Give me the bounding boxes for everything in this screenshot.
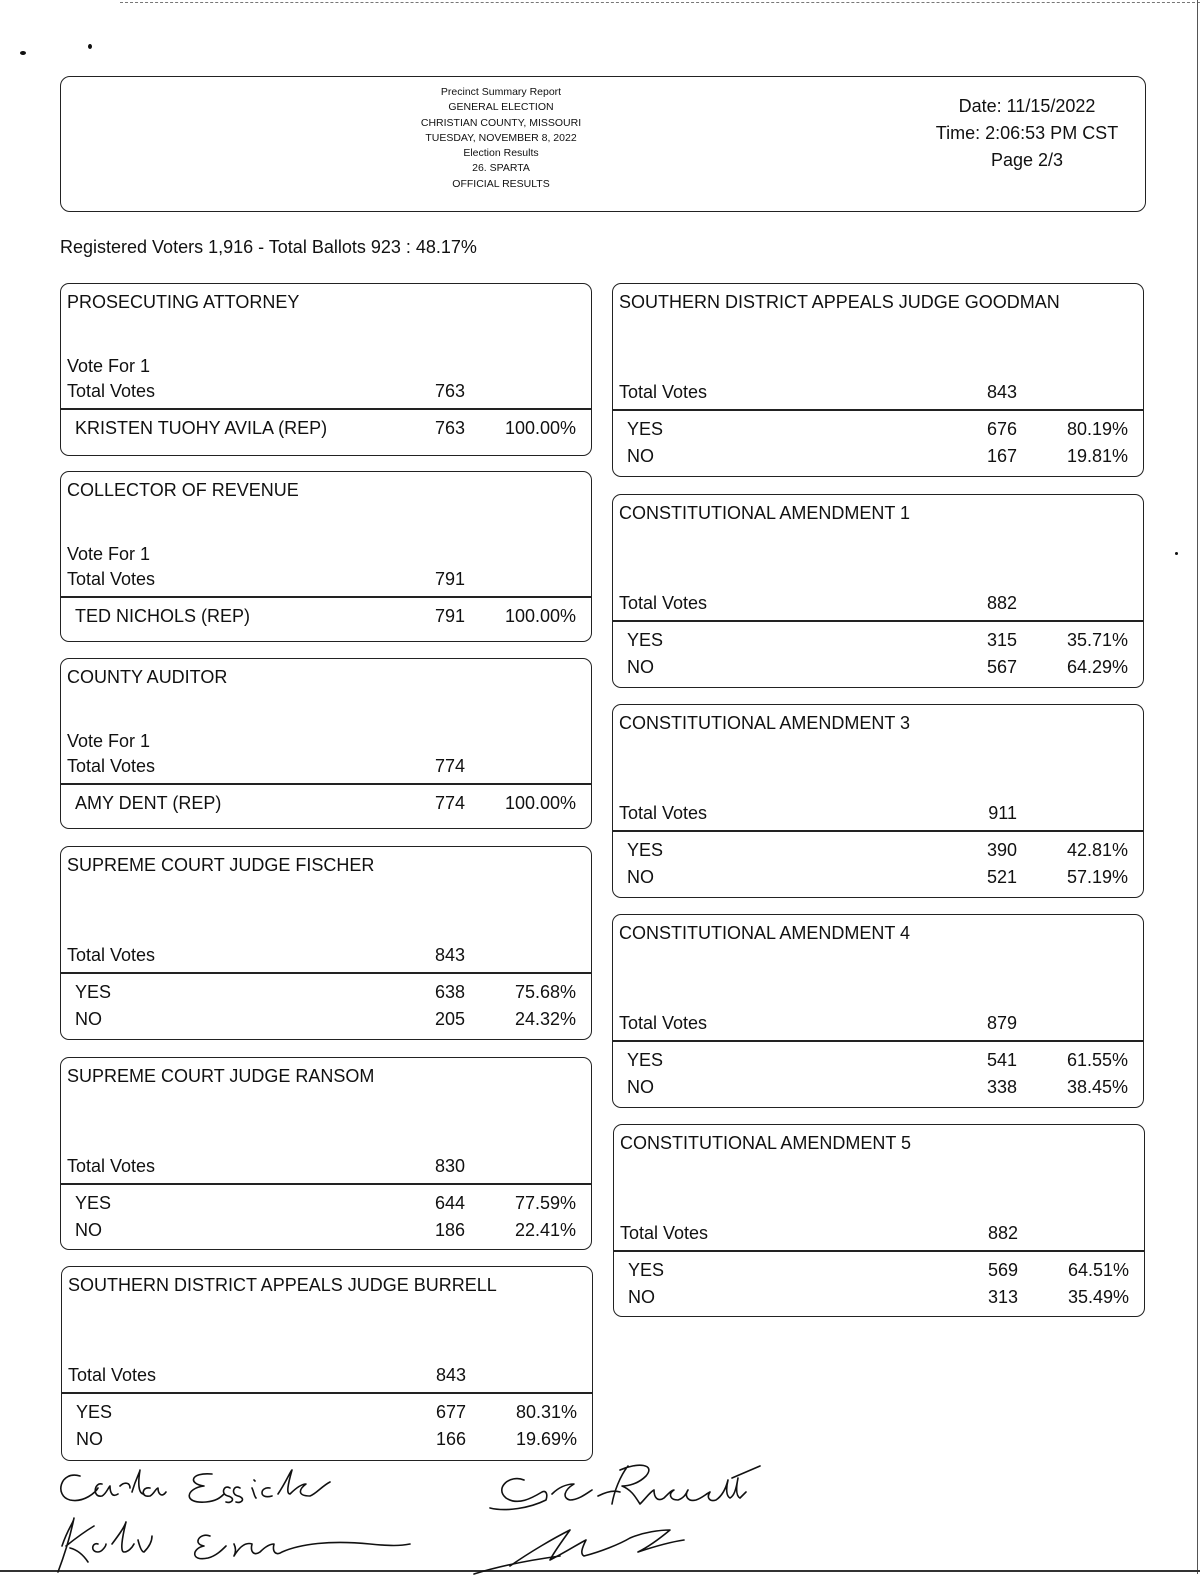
choice-percent: 100.00% [504,418,576,438]
choice-percent: 77.59% [514,1193,576,1213]
race-box [60,658,592,829]
choice-name: NO [628,1286,655,1307]
results-separator [613,620,1143,622]
report-meta [917,93,1137,174]
report-title: Precinct Summary Report [440,86,562,98]
choice-votes: 205 [434,1008,465,1029]
race-title: COLLECTOR OF REVENUE [67,480,299,500]
choice-name: NO [75,1008,102,1029]
choice-name: NO [627,656,654,677]
report-time: Time: 2:06:53 PM CST [935,123,1119,143]
choice-name: YES [627,840,664,860]
signature-liz-russell [470,1448,790,1578]
total-votes-label: Total Votes [67,1156,156,1176]
total-votes-label: Total Votes [67,381,156,401]
choice-percent: 57.19% [1066,866,1128,887]
total-votes-value: 763 [434,381,465,401]
results-separator [613,830,1143,832]
choice-votes: 677 [435,1402,466,1422]
total-votes-value: 879 [986,1013,1017,1033]
total-votes-value: 882 [987,1223,1018,1243]
choice-name: YES [627,1050,664,1070]
report-header [60,76,1146,212]
turnout-summary: Registered Voters 1,916 - Total Ballots 923 : 48.17% [60,237,477,257]
race-box [60,1057,592,1250]
choice-votes: 644 [434,1193,465,1213]
total-votes-label: Total Votes [68,1365,157,1385]
scan-speck [88,44,92,49]
choice-votes: 521 [986,866,1017,887]
results-separator [61,972,591,974]
race-box [612,914,1144,1108]
choice-name: NO [627,1076,654,1097]
choice-name: YES [627,630,664,650]
choice-percent: 61.55% [1066,1050,1128,1070]
race-title: SOUTHERN DISTRICT APPEALS JUDGE BURRELL [68,1275,497,1295]
choice-percent: 35.49% [1067,1286,1129,1307]
report-date: Date: 11/15/2022 [958,96,1096,116]
choice-name: YES [76,1402,113,1422]
election-name: GENERAL ELECTION [448,101,554,114]
choice-name: KRISTEN TUOHY AVILA (REP) [75,418,328,438]
choice-name: YES [628,1260,665,1280]
choice-votes: 390 [986,840,1017,860]
choice-name: NO [627,445,654,466]
choice-percent: 22.41% [514,1219,576,1240]
race-title: SUPREME COURT JUDGE FISCHER [67,855,375,875]
choice-name: YES [75,1193,112,1213]
results-separator [613,1040,1143,1042]
scan-speck [1175,552,1178,555]
choice-percent: 19.69% [515,1428,577,1449]
choice-name: NO [76,1428,103,1449]
total-votes-label: Total Votes [620,1223,709,1243]
choice-votes: 676 [986,419,1017,439]
vote-for-label: Vote For 1 [67,731,151,751]
choice-percent: 100.00% [504,606,576,626]
choice-percent: 64.29% [1066,656,1128,677]
total-votes-label: Total Votes [619,593,708,613]
scan-speck [20,51,26,55]
choice-votes: 166 [435,1428,466,1449]
choice-percent: 42.81% [1066,840,1128,860]
choice-votes: 567 [986,656,1017,677]
vote-for-label: Vote For 1 [67,544,151,564]
results-separator [61,596,591,598]
total-votes-value: 843 [434,945,465,965]
choice-votes: 541 [986,1050,1017,1070]
precinct-name: 26. SPARTA [472,162,530,175]
choice-votes: 774 [434,793,465,813]
race-title: PROSECUTING ATTORNEY [67,292,300,312]
results-separator [62,1392,592,1394]
choice-percent: 80.19% [1066,419,1128,439]
choice-percent: 19.81% [1066,445,1128,466]
total-votes-value: 843 [986,382,1017,402]
choice-percent: 35.71% [1066,630,1128,650]
choice-name: NO [75,1219,102,1240]
choice-name: TED NICHOLS (REP) [75,606,251,626]
results-separator [61,408,591,410]
choice-votes: 569 [987,1260,1018,1280]
choice-votes: 638 [434,982,465,1002]
total-votes-label: Total Votes [619,803,708,823]
results-separator [61,1183,591,1185]
county-name: CHRISTIAN COUNTY, MISSOURI [420,116,582,129]
results-separator [613,409,1143,411]
race-box [60,471,592,642]
choice-votes: 315 [986,630,1017,650]
total-votes-value: 774 [434,756,465,776]
total-votes-label: Total Votes [67,569,156,589]
results-separator [61,783,591,785]
choice-votes: 338 [986,1076,1017,1097]
results-label: Election Results [463,147,539,160]
choice-name: AMY DENT (REP) [75,793,222,813]
race-title: CONSTITUTIONAL AMENDMENT 3 [619,713,911,733]
race-box [612,283,1144,477]
page-edge-right [1197,0,1198,1574]
total-votes-label: Total Votes [67,945,156,965]
results-separator [614,1250,1144,1252]
report-title-block [401,85,601,192]
election-date: TUESDAY, NOVEMBER 8, 2022 [425,131,577,144]
choice-percent: 75.68% [514,982,576,1002]
page-number: Page 2/3 [990,150,1064,170]
race-title: CONSTITUTIONAL AMENDMENT 4 [619,923,911,943]
choice-votes: 763 [434,418,465,438]
total-votes-value: 830 [434,1156,465,1176]
choice-percent: 80.31% [515,1402,577,1422]
choice-votes: 186 [434,1219,465,1240]
total-votes-value: 843 [435,1365,466,1385]
vote-for-label: Vote For 1 [67,356,151,376]
race-title: COUNTY AUDITOR [67,667,228,687]
choice-percent: 100.00% [504,793,576,813]
race-box [613,1124,1145,1317]
choice-percent: 24.32% [514,1008,576,1029]
choice-votes: 167 [986,445,1017,466]
race-title: SOUTHERN DISTRICT APPEALS JUDGE GOODMAN [619,292,1060,312]
choice-name: NO [627,866,654,887]
total-votes-value: 911 [988,803,1017,823]
results-status: OFFICIAL RESULTS [452,177,550,190]
race-box [61,1266,593,1461]
signature-carla-essick [40,1448,420,1578]
choice-name: YES [75,982,112,1002]
total-votes-value: 791 [434,569,465,589]
race-box [60,283,592,456]
race-title: CONSTITUTIONAL AMENDMENT 5 [620,1133,912,1153]
total-votes-label: Total Votes [67,756,156,776]
race-title: CONSTITUTIONAL AMENDMENT 1 [619,503,911,523]
choice-percent: 38.45% [1066,1076,1128,1097]
total-votes-label: Total Votes [619,382,708,402]
choice-votes: 313 [987,1286,1018,1307]
total-votes-value: 882 [986,593,1017,613]
page-edge-top [120,2,1200,3]
choice-votes: 791 [434,606,465,626]
choice-percent: 64.51% [1067,1260,1129,1280]
race-box [612,494,1144,688]
race-box [612,704,1144,898]
total-votes-label: Total Votes [619,1013,708,1033]
choice-name: YES [627,419,664,439]
race-title: SUPREME COURT JUDGE RANSOM [67,1066,375,1086]
race-box [60,846,592,1040]
